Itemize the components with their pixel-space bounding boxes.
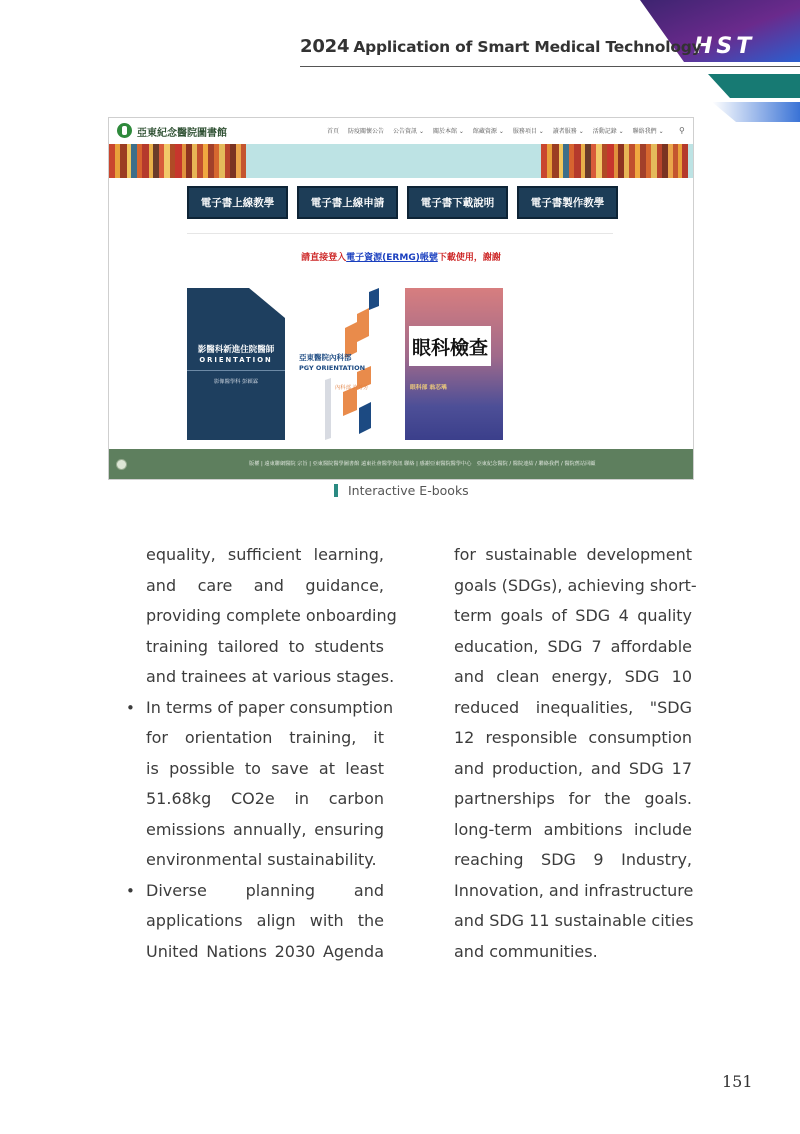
nav-item[interactable]: 聯絡我們 ⌄ <box>632 128 664 135</box>
text-line <box>146 601 397 632</box>
cover-subtitle: ORIENTATION <box>199 356 273 364</box>
text-line <box>126 876 384 907</box>
right-text-column <box>454 540 697 967</box>
line-text: Innovation, and infrastructure <box>454 880 694 900</box>
search-icon[interactable]: ⚲ <box>679 126 685 135</box>
ebook-button-row <box>187 186 618 219</box>
text-line <box>126 693 394 724</box>
text-line <box>454 906 692 937</box>
text-line <box>454 845 692 876</box>
ebook-cover-internal-medicine[interactable] <box>297 288 395 440</box>
ebook-cover-radiology[interactable] <box>187 288 285 440</box>
header-rule <box>300 66 800 67</box>
line-text: reaching SDG 9 Industry, <box>454 850 692 869</box>
line-text: and communities. <box>454 941 598 961</box>
ebook-download-guide-button[interactable]: 電子書下載說明 <box>407 186 508 219</box>
site-navbar <box>109 118 693 144</box>
line-text: applications align with the <box>146 911 384 930</box>
text-line <box>454 662 692 693</box>
header-decoration <box>620 0 800 130</box>
text-line <box>454 723 692 754</box>
ebook-tutorial-button[interactable]: 電子書上線教學 <box>187 186 288 219</box>
text-line <box>146 723 384 754</box>
text-line <box>146 784 384 815</box>
text-line <box>146 906 384 937</box>
text-line <box>454 540 692 571</box>
bookshelf-left-image <box>109 144 246 178</box>
site-name: 亞東紀念醫院圖書館 <box>137 128 227 139</box>
page-number: 151 <box>722 1072 753 1091</box>
text-line <box>454 571 697 602</box>
bullet-icon: • <box>126 698 135 717</box>
line-text: In terms of paper consumption <box>146 697 394 717</box>
line-text: equality, sufficient learning, <box>146 545 384 564</box>
nav-item[interactable]: 服務項目 ⌄ <box>512 128 544 135</box>
cover-title: 影醫科新進住院醫師 <box>197 345 275 355</box>
nav-item[interactable]: 館藏資源 ⌄ <box>472 128 504 135</box>
caption-text: Interactive E-books <box>348 483 469 498</box>
line-text: goals (SDGs), achieving short- <box>454 575 697 595</box>
line-text: reduced inequalities, "SDG <box>454 697 692 717</box>
line-text: long-term ambitions include <box>454 819 692 839</box>
cover-subtitle: PGY ORIENTATION <box>299 364 366 372</box>
bullet-icon: • <box>126 881 135 900</box>
cover-title: 亞東醫院內科部 <box>299 353 352 362</box>
text-line <box>146 662 395 693</box>
line-text: Diverse planning and <box>146 880 384 900</box>
running-header <box>300 36 702 57</box>
text-line <box>146 540 384 571</box>
text-line <box>454 784 692 815</box>
nav-menu <box>327 126 664 135</box>
line-text: partnerships for the goals. <box>454 789 692 808</box>
text-line <box>454 876 692 907</box>
notice-text-after: 下載使用，謝謝 <box>437 253 501 263</box>
line-text: emissions annually, ensuring <box>146 819 384 839</box>
line-text: 12 responsible consumption <box>454 728 692 747</box>
line-text: for sustainable development <box>454 545 692 564</box>
text-line <box>146 754 384 785</box>
cover-author: 內科部 許芳芳 <box>335 385 369 391</box>
text-line <box>454 632 692 663</box>
nav-item[interactable]: 讀者服務 ⌄ <box>552 128 584 135</box>
cover-author: 影像醫學科 彭穎霖 <box>213 379 259 385</box>
nav-item[interactable]: 防疫關懷公告 <box>348 128 385 135</box>
caption-marker <box>334 484 338 497</box>
line-text: and production, and SDG 17 <box>454 758 692 778</box>
line-text: United Nations 2030 Agenda <box>146 941 384 961</box>
nav-item[interactable]: 首頁 <box>327 128 340 135</box>
text-line <box>146 632 384 663</box>
line-text: 51.68kg CO2e in carbon <box>146 789 384 808</box>
ebook-application-button[interactable]: 電子書上線申請 <box>297 186 398 219</box>
figure-caption <box>334 483 469 498</box>
ebook-cover-ophthalmology[interactable] <box>405 288 503 440</box>
hospital-logo-icon <box>117 123 132 138</box>
line-text: and clean energy, SDG 10 <box>454 667 692 686</box>
nav-item[interactable]: 公告資訊 ⌄ <box>393 128 424 135</box>
cover-title: 眼科檢查 <box>409 326 491 366</box>
nav-item[interactable]: 關於本館 ⌄ <box>432 128 464 135</box>
header-year: 2024 <box>300 36 350 57</box>
site-footer <box>109 449 693 479</box>
divider <box>187 233 613 234</box>
library-website-screenshot <box>108 117 694 480</box>
nav-item[interactable]: 活動記錄 ⌄ <box>592 128 624 135</box>
left-text-column <box>126 540 397 967</box>
ebook-production-button[interactable]: 電子書製作教學 <box>517 186 618 219</box>
line-text: training tailored to students <box>146 636 384 656</box>
text-line <box>146 845 384 876</box>
line-text: and care and guidance, <box>146 575 384 595</box>
line-text: for orientation training, it <box>146 728 384 747</box>
line-text: and SDG 11 sustainable cities <box>454 911 694 930</box>
text-line <box>454 815 692 846</box>
cover-divider <box>187 370 285 371</box>
login-notice <box>109 250 693 263</box>
footer-text: 版權 | 遠東聯網醫院 宗旨 | 亞東醫院醫學圖書館 遠東社會醫學資訊 聯絡 | 感謝亞東醫院醫學中心 亞東紀念醫院 / 醫院連結 / 聯絡我們 / 醫院舊站回顧 <box>249 461 596 467</box>
bookshelf-banner <box>109 144 693 178</box>
footer-badge-icon <box>116 459 127 470</box>
cover-corner-decoration <box>187 288 285 440</box>
line-text: education, SDG 7 affordable <box>454 636 692 656</box>
bookshelf-right-image <box>541 144 688 178</box>
text-line <box>146 571 384 602</box>
line-text: and trainees at various stages. <box>146 667 395 686</box>
text-line <box>146 937 384 968</box>
text-line <box>454 754 692 785</box>
line-text: providing complete onboarding <box>146 606 397 625</box>
line-text: is possible to save at least <box>146 758 384 778</box>
line-text: environmental sustainability. <box>146 850 377 869</box>
header-title: Application of Smart Medical Technology <box>353 38 702 56</box>
line-text: term goals of SDG 4 quality <box>454 606 692 625</box>
text-line <box>454 601 692 632</box>
text-line <box>454 937 692 968</box>
hst-logo: HST <box>694 34 756 59</box>
ermg-account-link[interactable]: 電子資源(ERMG)帳號 <box>346 253 438 263</box>
text-line <box>146 815 384 846</box>
cover-author: 眼科部 翁芯瑀 <box>410 385 447 391</box>
text-line <box>454 693 692 724</box>
notice-text-before: 請直接登入 <box>301 253 347 263</box>
